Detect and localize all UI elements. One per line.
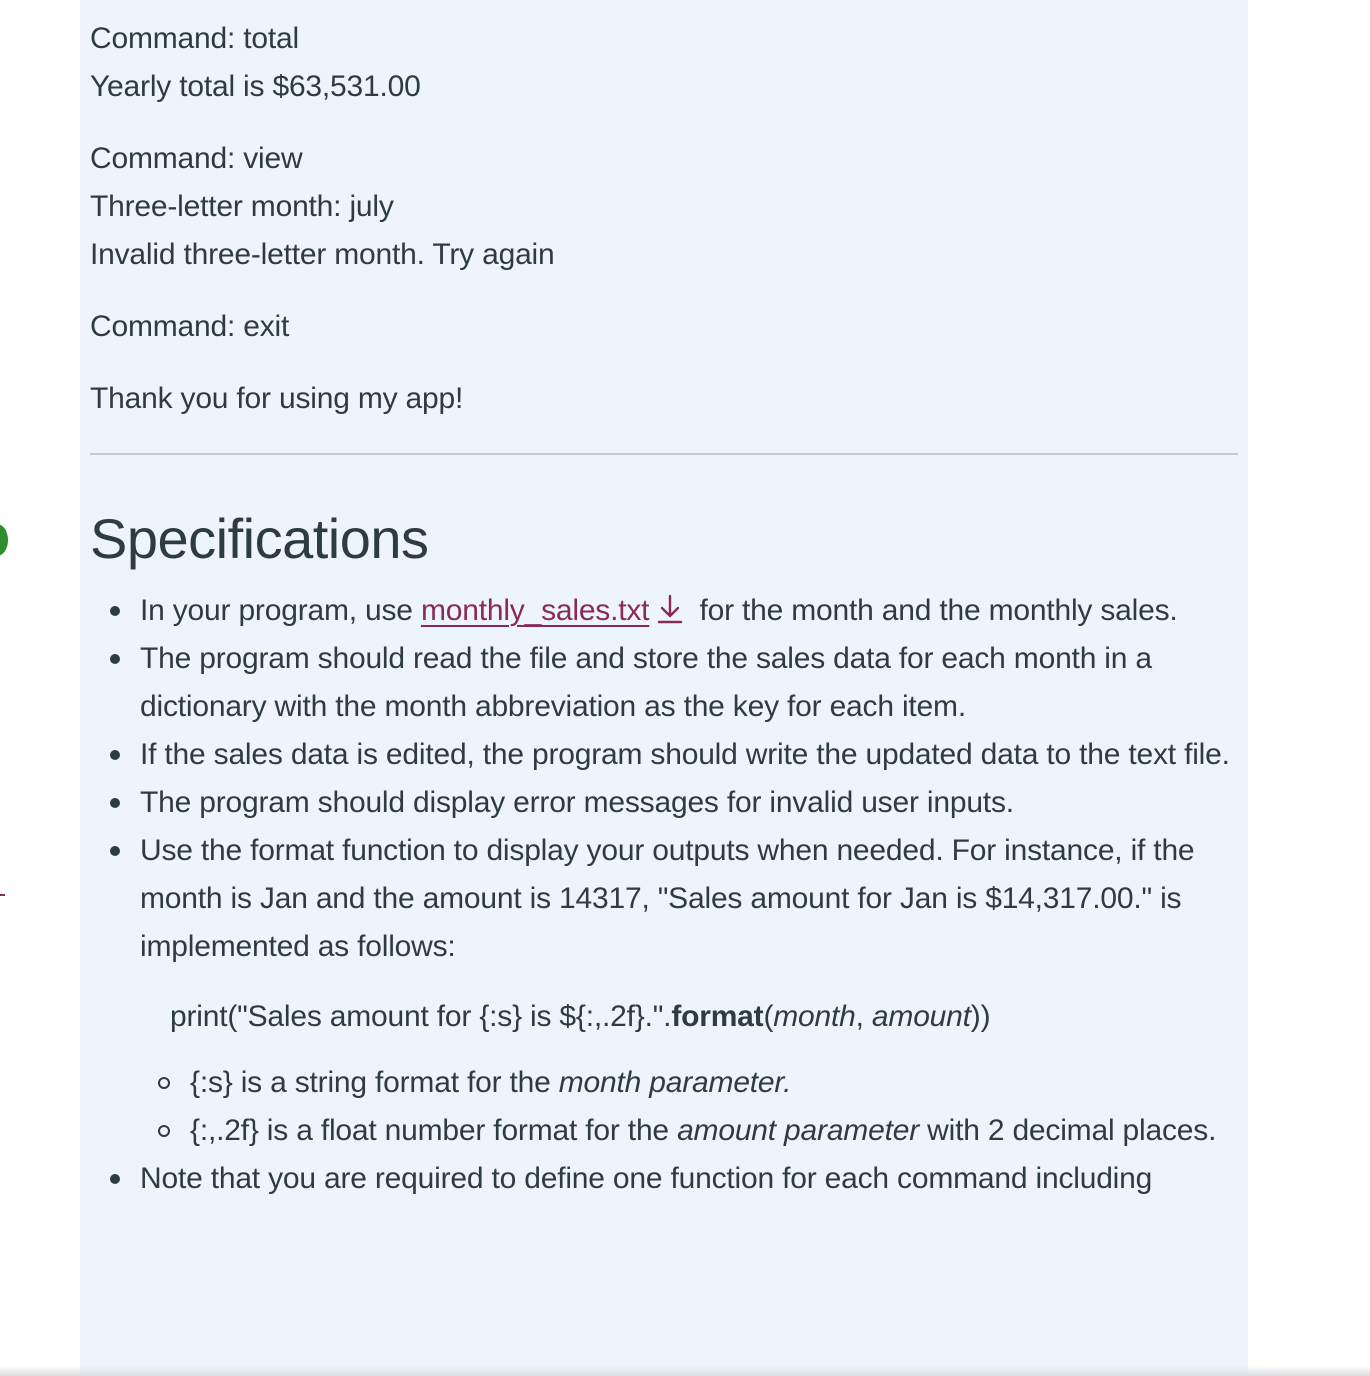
output-block-exit (90, 303, 1238, 351)
note-italic: amount parameter (677, 1114, 919, 1147)
note-text: with 2 decimal places. (919, 1114, 1217, 1147)
spec-item-functions: Note that you are required to define one function for each command including (140, 1155, 1238, 1203)
spec-item-dictionary: The program should read the file and store the sales data for each month in a dictionary with the month abbreviation as the key for each item. (140, 635, 1238, 731)
monthly-sales-file-link[interactable]: monthly_sales.txt (420, 594, 650, 627)
bottom-edge-shadow (0, 1366, 1370, 1376)
format-note-float (190, 1107, 1238, 1155)
output-line: Three-letter month: july (90, 190, 394, 223)
output-line: Yearly total is $63,531.00 (90, 70, 421, 103)
spec-text: for the month and the monthly sales. (691, 594, 1178, 627)
code-open-paren: ( (763, 1000, 774, 1033)
code-prefix: print("Sales amount for {:s} is ${:,.2f}.". (170, 1000, 672, 1033)
code-arg-amount: amount (871, 1000, 971, 1033)
output-line: Command: total (90, 22, 299, 55)
note-text: {:s} is a string format for the (190, 1066, 559, 1099)
format-notes-list (140, 1059, 1238, 1155)
code-method: format (671, 1000, 764, 1033)
code-separator: , (855, 1000, 872, 1033)
output-line: Thank you for using my app! (90, 382, 464, 415)
format-note-string (190, 1059, 1238, 1107)
note-italic: month parameter. (558, 1066, 792, 1099)
sidebar-status-dot (0, 524, 8, 556)
specifications-list (90, 587, 1238, 1203)
output-line: Command: exit (90, 310, 290, 343)
output-block-thanks (90, 375, 1238, 423)
spec-item-error-messages: The program should display error messages for invalid user inputs. (140, 779, 1238, 827)
specifications-heading: Specifications (90, 507, 429, 570)
output-block-view (90, 135, 1238, 279)
spec-text: Use the format function to display your outputs when needed. For instance, if the month is Jan and the amount is 14317, "Sales amount for Jan is $14,317.00." is implemented as follows: (140, 834, 1195, 963)
spec-text: In your program, use (140, 594, 421, 627)
code-example (170, 993, 1238, 1041)
spec-item-format-function (140, 827, 1238, 1155)
output-block-total (90, 0, 1238, 111)
output-line: Invalid three-letter month. Try again (90, 238, 555, 271)
content-inner (80, 0, 1248, 1203)
code-arg-month: month (773, 1000, 856, 1033)
content-panel (80, 0, 1248, 1376)
download-icon[interactable] (655, 592, 685, 626)
code-close-paren: )) (970, 1000, 991, 1033)
note-text: {:,.2f} is a float number format for the (190, 1114, 678, 1147)
spec-item-write-file: If the sales data is edited, the program should write the updated data to the text file. (140, 731, 1238, 779)
output-line: Command: view (90, 142, 303, 175)
section-divider (90, 453, 1238, 455)
sidebar-tick-mark (0, 894, 5, 896)
spec-item-file (140, 587, 1238, 635)
